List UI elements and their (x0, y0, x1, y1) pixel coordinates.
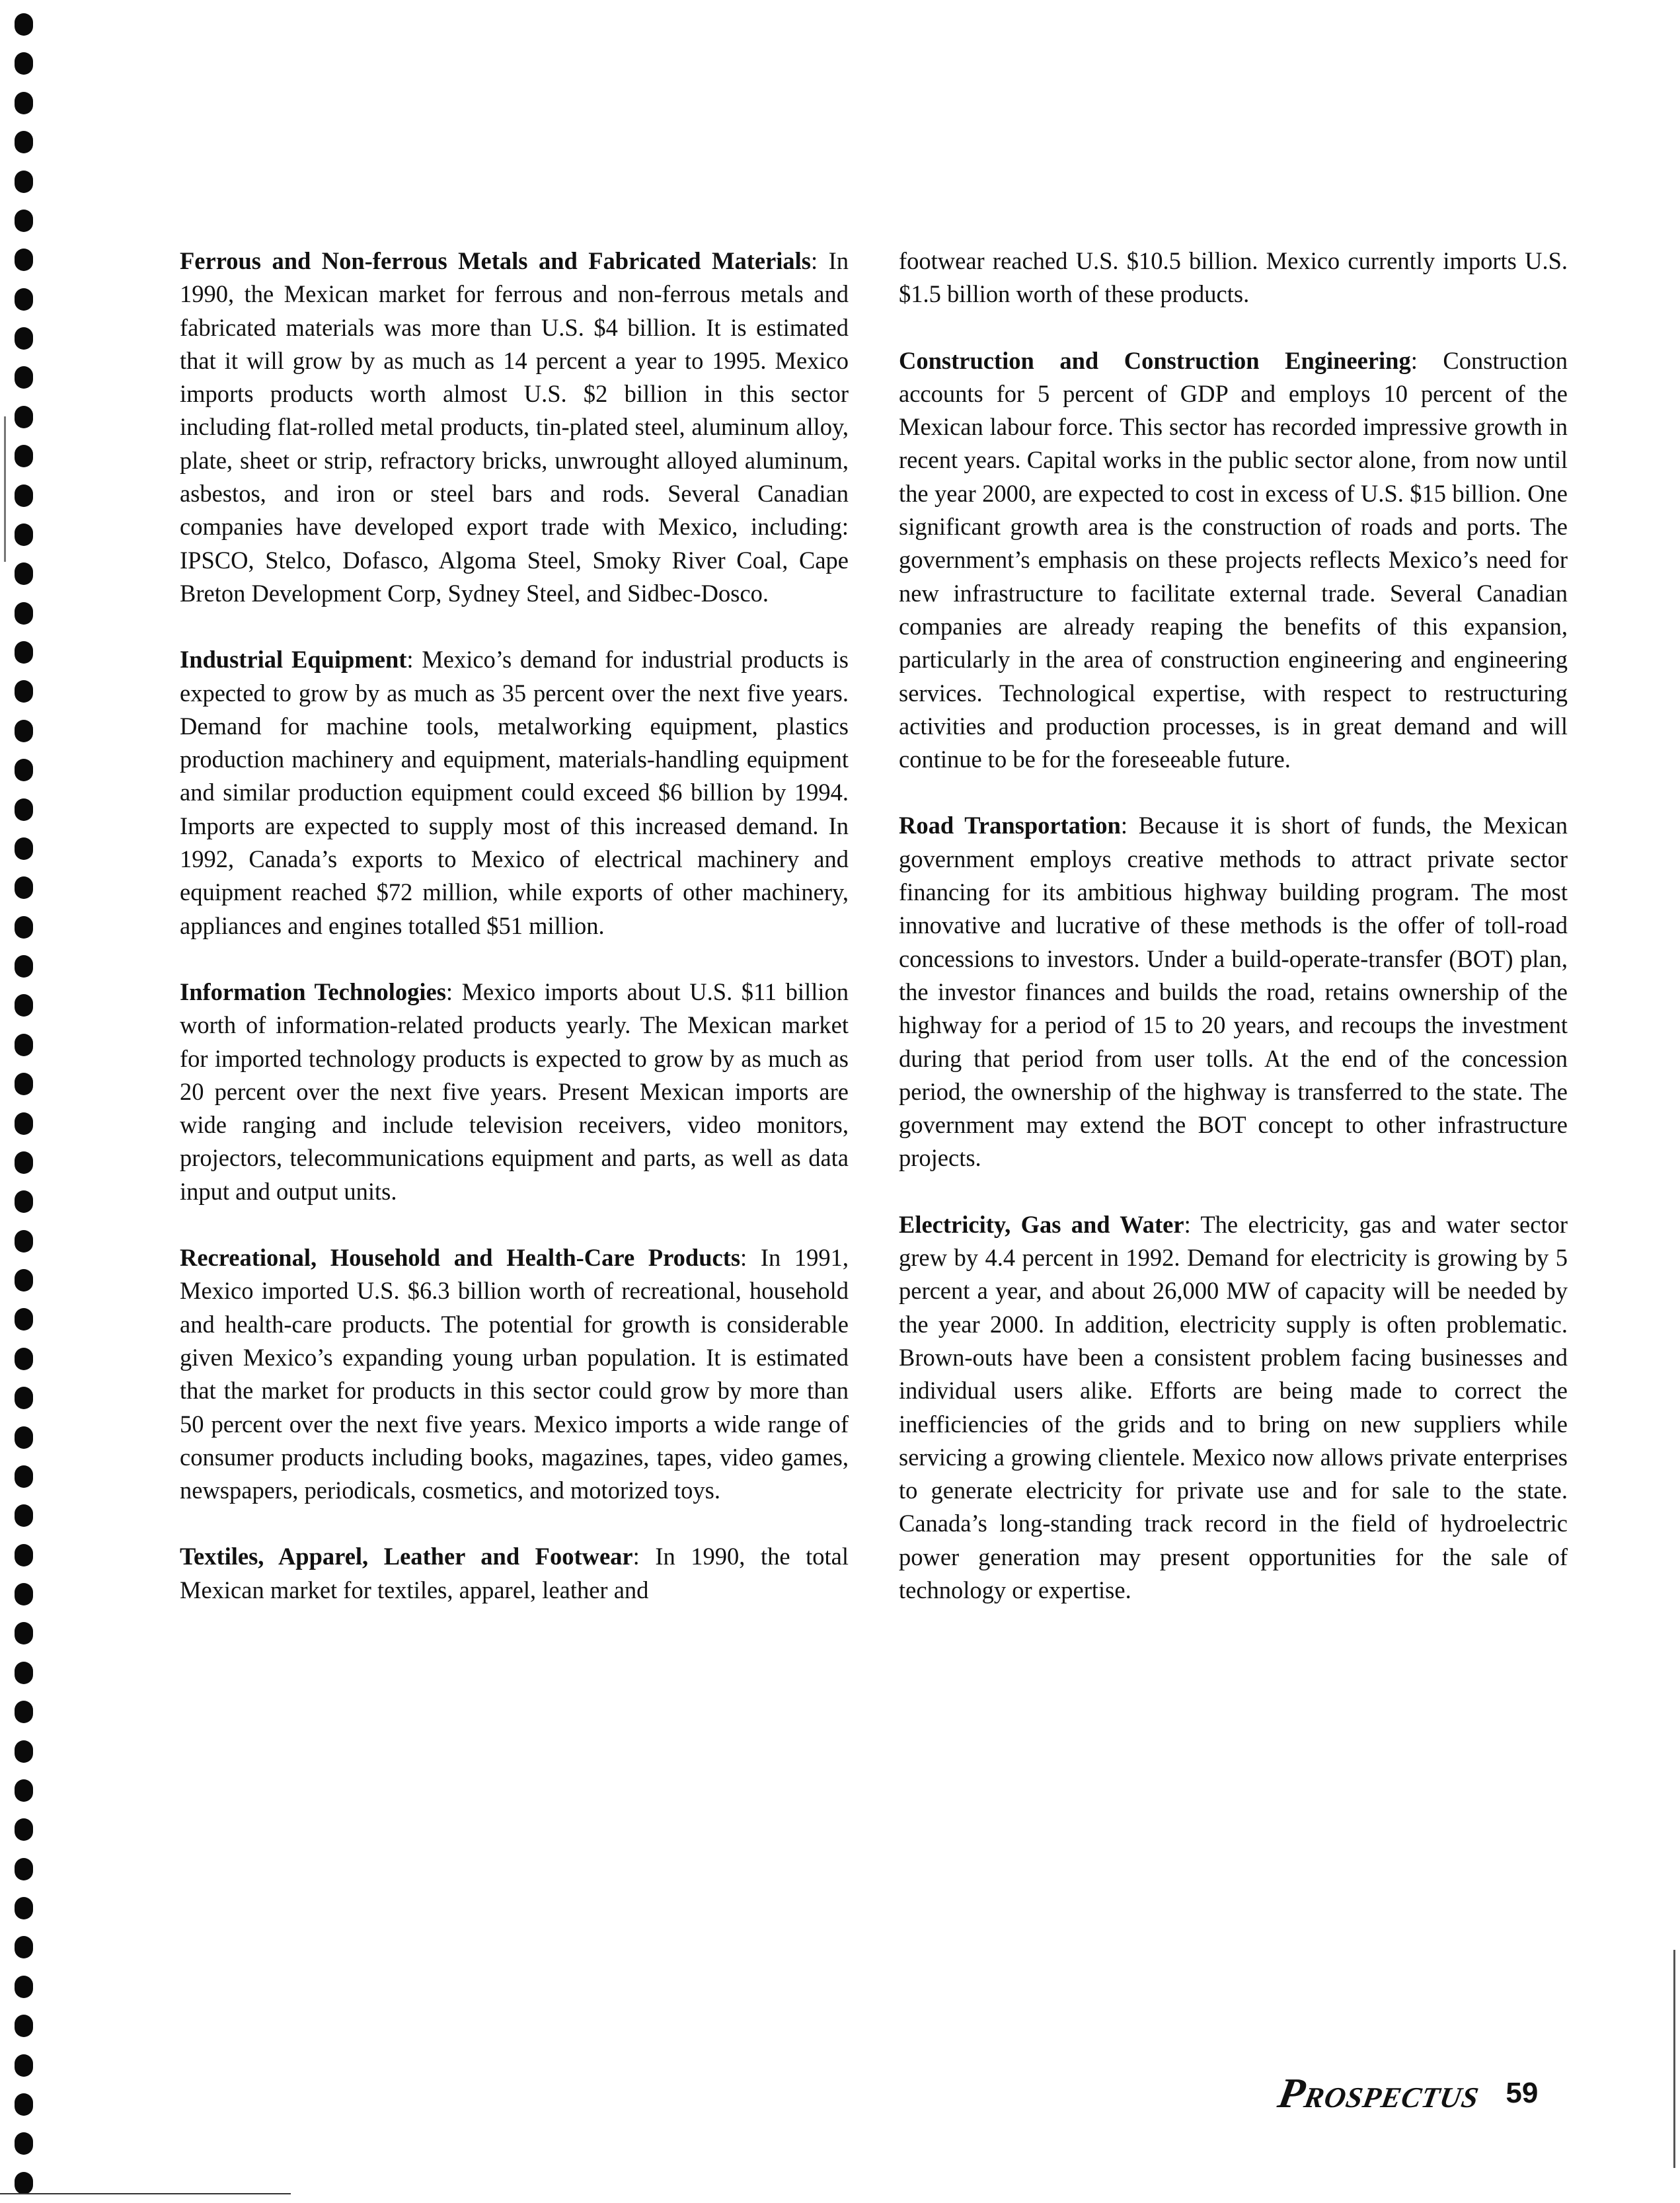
binding-hole (15, 1230, 33, 1253)
section-heading: Electricity, Gas and Water (899, 1210, 1184, 1238)
binding-hole (15, 13, 33, 36)
binding-hole (15, 92, 33, 114)
binding-hole (15, 171, 33, 193)
binding-hole (15, 1583, 33, 1605)
binding-hole (15, 1936, 33, 1958)
binding-hole (15, 1779, 33, 1802)
binding-hole (15, 2093, 33, 2116)
section-recreational-products (180, 1241, 849, 1507)
binding-hole (15, 2015, 33, 2037)
right-column (899, 245, 1568, 1640)
binding-hole (15, 406, 33, 428)
section-industrial-equipment (180, 643, 849, 943)
binding-hole (15, 1190, 33, 1213)
section-paragraph (180, 643, 849, 943)
section-body: : In 1991, Mexico imported U.S. $6.3 billion worth of recreational, household and health-care products. The potential for growth is considerable given Mexico’s expanding young urban population. It is estimated that the market for products in this sector could grow by more than 50 percent over the next five years. Mexico imports a wide range of consumer products including books, magazines, tapes, video games, newspapers, periodicals, cosmetics, and motorized toys. (180, 1244, 849, 1504)
section-heading: Industrial Equipment (180, 646, 407, 674)
section-heading: Ferrous and Non-ferrous Metals and Fabricated Materials (180, 247, 811, 274)
section-textiles (180, 1540, 849, 1607)
binding-hole (15, 445, 33, 467)
binding-hole (15, 2054, 33, 2077)
section-body: : In 1990, the total Mexican market for textiles, apparel, leather and (180, 1543, 849, 1604)
binding-hole (15, 288, 33, 311)
section-heading: Recreational, Household and Health-Care Products (180, 1244, 741, 1272)
binding-hole (15, 1112, 33, 1135)
logo-initial: P (1274, 2069, 1310, 2116)
binding-hole (15, 249, 33, 271)
section-heading: Information Technologies (180, 978, 446, 1005)
binding-hole (15, 876, 33, 899)
binding-hole (15, 484, 33, 507)
binding-hole (15, 1544, 33, 1566)
binding-hole (15, 1034, 33, 1056)
spiral-binding-holes (15, 13, 34, 2194)
binding-hole (15, 1622, 33, 1644)
binding-hole (15, 2132, 33, 2155)
section-paragraph (899, 1208, 1568, 1607)
binding-hole (15, 1348, 33, 1370)
binding-hole (15, 1269, 33, 1292)
section-paragraph (180, 1540, 849, 1607)
section-body: : Because it is short of funds, the Mexican government employs creative methods to attract private sector financing for its ambitious highway building program. The most innovative and lucrative of these methods is the offer of toll-road concessions to investors. Under a build-operate-transfer (BOT) plan, the investor finances and builds the road, retains ownership of the highway for a period of 15 to 20 years, and recoups the investment during that period from user tolls. At the end of the concession period, the ownership of the highway is transferred to the state. The government may extend the BOT concept to other infrastructure projects. (899, 812, 1568, 1172)
section-heading: Textiles, Apparel, Leather and Footwear (180, 1543, 633, 1570)
section-paragraph (180, 1241, 849, 1507)
binding-hole (15, 1976, 33, 1998)
section-heading: Construction and Construction Engineering (899, 346, 1411, 374)
binding-hole (15, 2172, 33, 2194)
binding-hole (15, 1387, 33, 1409)
binding-hole (15, 1858, 33, 1880)
section-body: : In 1990, the Mexican market for ferrous and non-ferrous metals and fabricated materials was more than U.S. $4 billion. It is estimated that it will grow by as much as 14 percent a year to 1995. Mexico imports products worth almost U.S. $2 billion in this sector including flat-rolled metal products, tin-plated steel, aluminum alloy, plate, sheet or strip, refractory bricks, unwrought alloyed aluminum, asbestos, and iron or steel bars and rods. Several Canadian companies have developed export trade with Mexico, including: IPSCO, Stelco, Dofasco, Algoma Steel, Smoky River Coal, Cape Breton Development Corp, Sydney Steel, and Sidbec-Dosco. (180, 247, 849, 607)
page-number: 59 (1506, 2077, 1539, 2109)
binding-hole (15, 798, 33, 821)
binding-hole (15, 1465, 33, 1488)
binding-hole (15, 602, 33, 625)
section-paragraph (180, 245, 849, 610)
binding-hole (15, 1426, 33, 1449)
section-construction (899, 344, 1568, 777)
binding-hole (15, 327, 33, 350)
section-textiles-continued (899, 245, 1568, 311)
binding-hole (15, 916, 33, 939)
binding-hole (15, 366, 33, 389)
binding-hole (15, 52, 33, 75)
scan-edge-mark (1673, 1950, 1675, 2168)
page-footer (1274, 2069, 1539, 2118)
scan-bottom-rule (0, 2193, 291, 2194)
section-body: : Mexico imports about U.S. $11 billion worth of information-related products yearly. The Mexican market for imported technology products is expected to grow by as much as 20 percent over the next five years. Present Mexican imports are wide ranging and include television receivers, video monitors, projectors, telecommunications equipment and parts, as well as data input and output units. (180, 978, 849, 1205)
section-metals (180, 245, 849, 610)
binding-hole (15, 210, 33, 232)
binding-hole (15, 1308, 33, 1331)
binding-hole (15, 1073, 33, 1095)
section-body: : Construction accounts for 5 percent of GDP and employs 10 percent of the Mexican labour force. This sector has recorded impressive growth in recent years. Capital works in the public sector alone, from now until the year 2000, are expected to cost in excess of U.S. $15 billion. One significant growth area is the construction of roads and ports. The government’s emphasis on these projects reflects Mexico’s need for new infrastructure to facilitate external trade. Several Canadian companies are already reaping the benefits of this expansion, particularly in the area of construction engineering and engineering services. Technological expertise, with respect to restructuring activities and production processes, is in great demand and will continue to be for the foreseeable future. (899, 346, 1568, 773)
binding-hole (15, 994, 33, 1017)
scan-edge-mark (4, 416, 6, 562)
binding-hole (15, 837, 33, 860)
section-body: : Mexico’s demand for industrial products is expected to grow by as much as 35 percent over the next five years. Demand for machine tools, metalworking equipment, plastics production machinery and equipment, materials-handling equipment and similar production equipment could exceed $6 billion by 1994. Imports are expected to supply most of this increased demand. In 1992, Canada’s exports to Mexico of electrical machinery and equipment reached $72 million, while exports of other machinery, appliances and engines totalled $51 million. (180, 646, 849, 939)
section-heading: Road Transportation (899, 812, 1121, 839)
section-body: : The electricity, gas and water sector grew by 4.4 percent in 1992. Demand for electricity is growing by 5 percent a year, and about 26,000 MW of capacity will be needed by the year 2000. In addition, electricity supply is often problematic. Brown-outs have been a consistent problem facing businesses and individual users alike. Efforts are being made to correct the inefficiencies of the grids and to bring on new suppliers while servicing a growing clientele. Mexico now allows private enterprises to generate electricity for private use and for sale to the state. Canada’s long-standing track record in the field of hydroelectric power generation may present opportunities for the sale of technology or expertise. (899, 1210, 1568, 1604)
binding-hole (15, 759, 33, 781)
binding-hole (15, 680, 33, 703)
binding-hole (15, 955, 33, 978)
binding-hole (15, 641, 33, 664)
binding-hole (15, 1818, 33, 1841)
binding-hole (15, 1701, 33, 1723)
section-road-transportation (899, 809, 1568, 1175)
prospectus-logo (1274, 2069, 1483, 2118)
section-electricity-gas-water (899, 1208, 1568, 1607)
binding-hole (15, 523, 33, 546)
binding-hole (15, 1151, 33, 1174)
logo-text: ROSPECTUS (1301, 2081, 1482, 2114)
section-information-technologies (180, 976, 849, 1208)
section-body: footwear reached U.S. $10.5 billion. Mexico currently imports U.S. $1.5 billion worth of these products. (899, 247, 1568, 308)
binding-hole (15, 720, 33, 742)
binding-hole (15, 1504, 33, 1527)
binding-hole (15, 131, 33, 153)
section-paragraph (899, 344, 1568, 777)
binding-hole (15, 1662, 33, 1684)
section-paragraph (180, 976, 849, 1208)
binding-hole (15, 1740, 33, 1763)
left-column (180, 245, 849, 1640)
binding-hole (15, 1897, 33, 1919)
binding-hole (15, 562, 33, 585)
section-paragraph (899, 809, 1568, 1175)
